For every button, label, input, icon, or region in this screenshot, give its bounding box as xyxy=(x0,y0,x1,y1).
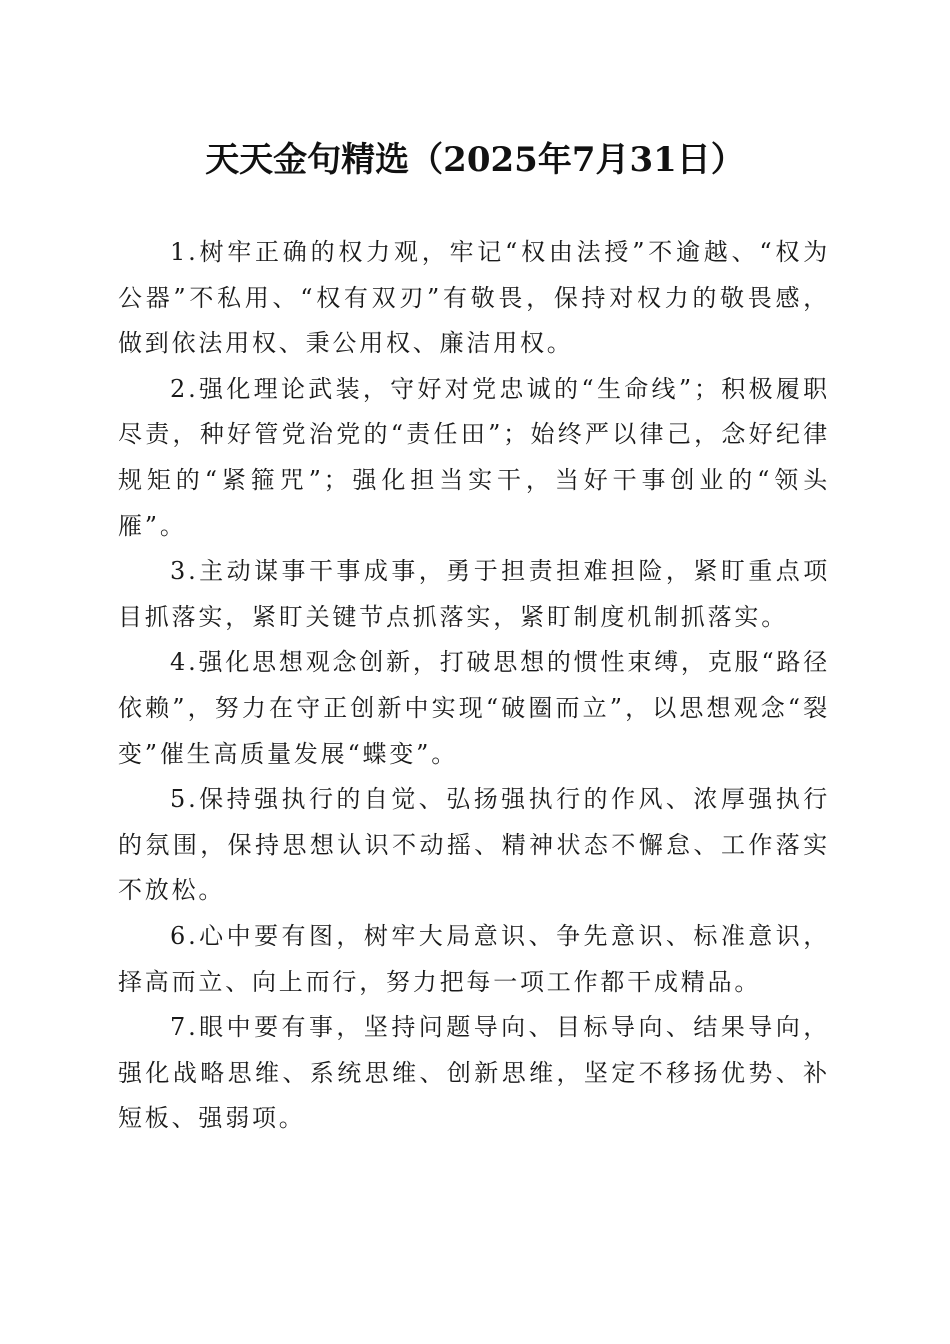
paragraph-6: 6.心中要有图，树牢大局意识、争先意识、标准意识，择高而立、向上而行，努力把每一项工作都干成精品。 xyxy=(118,921,830,996)
paragraph-1: 1.树牢正确的权力观，牢记“权由法授”不逾越、“权为公器”不私用、“权有双刃”有敬畏，保持对权力的敬畏感，做到依法用权、秉公用权、廉洁用权。 xyxy=(118,238,830,358)
document-title: 天天金句精选（2025年7月31日） xyxy=(205,140,745,180)
paragraph-4: 4.强化思想观念创新，打破思想的惯性束缚，克服“路径依赖”，努力在守正创新中实现“破圈而立”，以思想观念“裂变”催生高质量发展“蝶变”。 xyxy=(118,648,830,768)
paragraph-2: 2.强化理论武装，守好对党忠诚的“生命线”；积极履职尽责，种好管党治党的“责任田”；始终严以律己，念好纪律规矩的“紧箍咒”；强化担当实干，当好干事创业的“领头雁”。 xyxy=(118,374,830,540)
paragraph-3: 3.主动谋事干事成事，勇于担责担难担险，紧盯重点项目抓落实，紧盯关键节点抓落实，紧盯制度机制抓落实。 xyxy=(118,557,830,631)
document-body xyxy=(118,230,830,1142)
paragraph-5: 5.保持强执行的自觉、弘扬强执行的作风、浓厚强执行的氛围，保持思想认识不动摇、精神状态不懈怠、工作落实不放松。 xyxy=(118,785,830,905)
paragraph-7: 7.眼中要有事，坚持问题导向、目标导向、结果导向，强化战略思维、系统思维、创新思维，坚定不移扬优势、补短板、强弱项。 xyxy=(118,1013,830,1133)
